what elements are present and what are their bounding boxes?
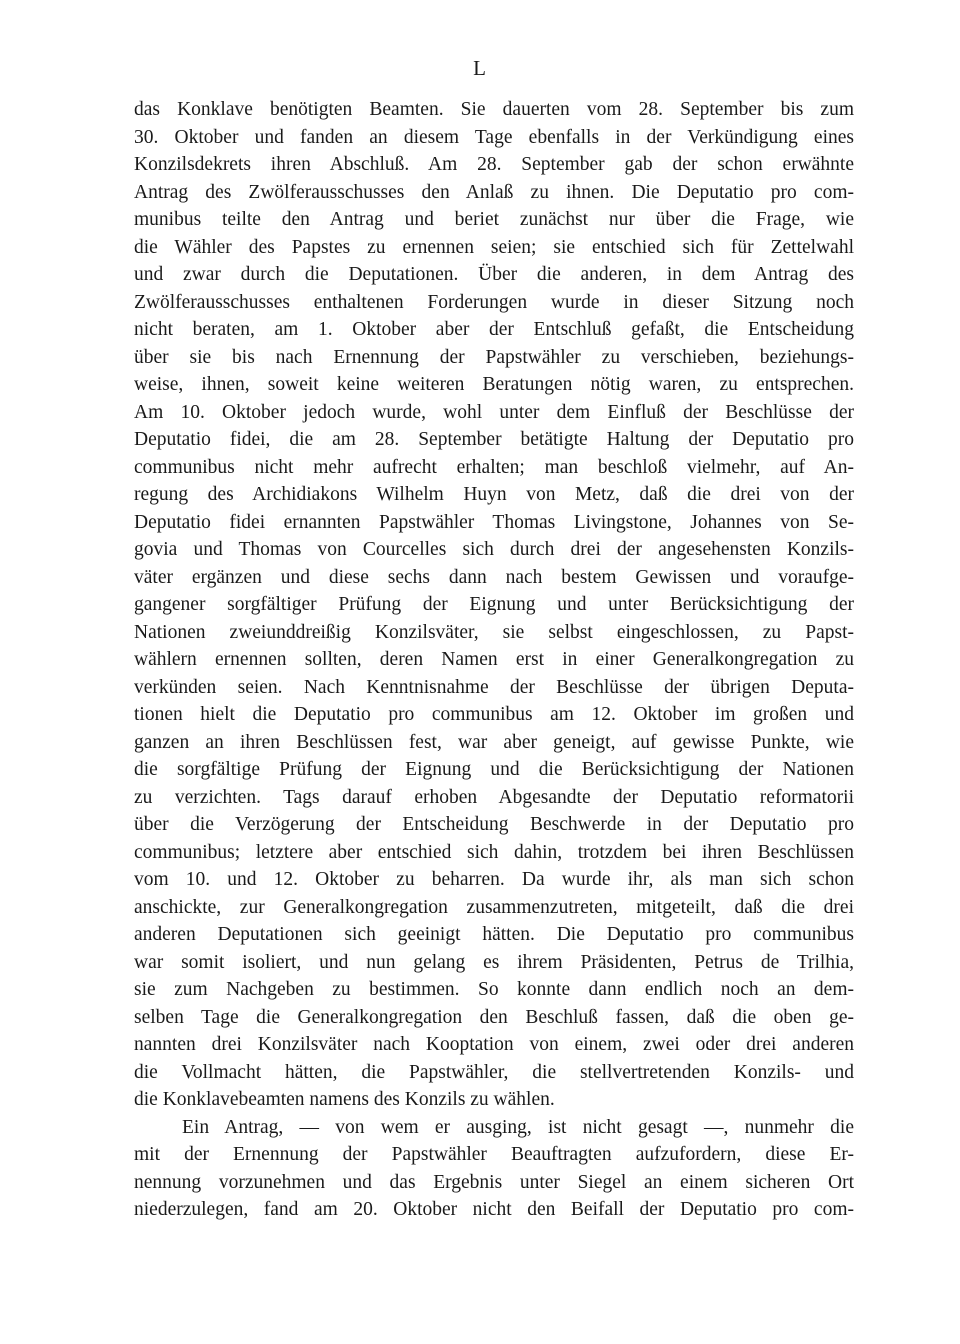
text-line: Zwölferausschusses enthaltenen Forderungen wurde in dieser Sitzung noch (134, 291, 854, 313)
text-line: nennung vorzunehmen und das Ergebnis unter Siegel an einem sicheren Ort (134, 1171, 854, 1193)
text-line: über sie bis nach Ernennung der Papstwähler zu verschieben, beziehungs- (134, 346, 854, 368)
text-line: tionen hielt die Deputatio pro communibus am 12. Oktober im großen und (134, 704, 854, 725)
text-line: väter ergänzen und diese sechs dann nach bestem Gewissen und voraufge- (134, 566, 854, 588)
text-line: war somit isoliert, und nun gelang es ihrem Präsidenten, Petrus de Trilhia, (134, 951, 854, 973)
text-line: weise, ihnen, soweit keine weiteren Beratungen nötig waren, zu entsprechen. (134, 374, 854, 395)
text-line: niederzulegen, fand am 20. Oktober nicht den Beifall der Deputatio pro com- (134, 1199, 854, 1220)
text-line: selben Tage die Generalkongregation den Beschluß fassen, daß die oben ge- (134, 1006, 854, 1028)
text-line: und zwar durch die Deputationen. Über die anderen, in dem Antrag des (134, 264, 854, 285)
paragraph (134, 1114, 854, 1224)
text-line: Am 10. Oktober jedoch wurde, wohl unter dem Einfluß der Beschlüsse der (134, 401, 854, 423)
text-line: die Vollmacht hätten, die Papstwähler, die stellvertretenden Konzils- und (134, 1061, 854, 1083)
text-line: Konzilsdekrets ihren Abschluß. Am 28. September gab der schon erwähnte (134, 154, 854, 175)
text-line: die Konklavebeamten namens des Konzils zu wählen. (134, 1089, 555, 1110)
paragraph (134, 96, 854, 1114)
text-line: die Wähler des Papstes zu ernennen seien; sie entschied sich für Zettelwahl (134, 236, 854, 258)
text-line: das Konklave benötigten Beamten. Sie dauerten vom 28. September bis zum (134, 99, 854, 120)
text-line: anschickte, zur Generalkongregation zusammenzutreten, mitgeteilt, daß die drei (134, 896, 854, 918)
text-line: Deputatio fidei ernannten Papstwähler Thomas Livingstone, Johannes von Se- (134, 511, 854, 533)
text-line: über die Verzögerung der Entscheidung Beschwerde in der Deputatio pro (134, 814, 854, 835)
text-line: Ein Antrag, — von wem er ausging, ist nicht gesagt —, nunmehr die (182, 1116, 854, 1138)
text-line: 30. Oktober und fanden an diesem Tage ebenfalls in der Verkündigung eines (134, 126, 854, 148)
text-line: verkünden seien. Nach Kenntnisnahme der Beschlüsse der übrigen Deputa- (134, 676, 854, 698)
text-line: communibus; letztere aber entschied sich dahin, trotzdem bei ihren Beschlüssen (134, 841, 854, 863)
text-line: Nationen zweiunddreißig Konzilsväter, sie selbst eingeschlossen, zu Papst- (134, 621, 854, 643)
text-line: gangener sorgfältiger Prüfung der Eignung und unter Berücksichtigung der (134, 594, 854, 615)
text-line: wählern ernennen sollten, deren Namen erst in einer Generalkongregation zu (134, 649, 854, 670)
text-line: Antrag des Zwölferausschusses den Anlaß zu ihnen. Die Deputatio pro com- (134, 181, 854, 203)
text-line: anderen Deputationen sich geeinigt hätten. Die Deputatio pro communibus (134, 924, 854, 945)
text-line: ganzen an ihren Beschlüssen fest, war aber geneigt, auf gewisse Punkte, wie (134, 731, 854, 753)
text-line: vom 10. und 12. Oktober zu beharren. Da wurde ihr, als man sich schon (134, 869, 854, 890)
text-line: munibus teilte den Antrag und beriet zunächst nur über die Frage, wie (134, 209, 854, 230)
text-line: die sorgfältige Prüfung der Eignung und die Berücksichtigung der Nationen (134, 759, 854, 780)
text-line: sie zum Nachgeben zu bestimmen. So konnte dann endlich noch an dem- (134, 979, 854, 1000)
text-line: govia und Thomas von Courcelles sich durch drei der angesehensten Konzils- (134, 539, 854, 560)
text-line: nannten drei Konzilsväter nach Kooptation von einem, zwei oder drei anderen (134, 1034, 854, 1055)
text-line: communibus nicht mehr aufrecht erhalten; man beschloß vielmehr, auf An- (134, 456, 854, 478)
text-line: regung des Archidiakons Wilhelm Huyn von Metz, daß die drei von der (134, 484, 854, 505)
text-line: Deputatio fidei, die am 28. September betätigte Haltung der Deputatio pro (134, 429, 854, 450)
text-line: nicht beraten, am 1. Oktober aber der Entschluß gefaßt, die Entscheidung (134, 319, 854, 340)
page-number: L (473, 56, 487, 80)
text-line: zu verzichten. Tags darauf erhoben Abgesandte der Deputatio reformatorii (134, 786, 854, 808)
text-line: mit der Ernennung der Papstwähler Beauftragten aufzufordern, diese Er- (134, 1144, 854, 1165)
body-text (134, 96, 854, 1224)
